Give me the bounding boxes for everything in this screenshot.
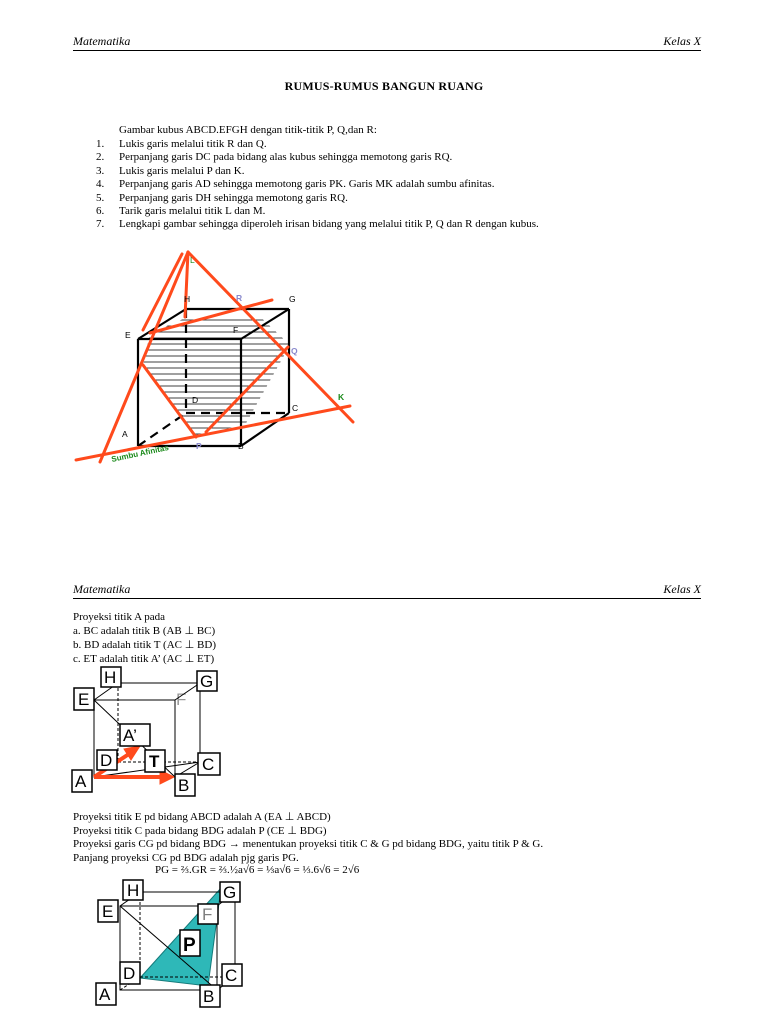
box-label-G: G (200, 672, 214, 691)
text-line: a. BC adalah titik B (AB ⊥ BC) (73, 625, 216, 637)
cube-projection-figure-1 (0, 665, 768, 805)
text-line: Proyeksi garis CG pd bidang BDG → menentukan proyeksi titik C & G pd bidang BDG, yaitu titik P & G. (73, 838, 544, 851)
box-label-D: D (100, 751, 113, 770)
text-line: c. ET adalah titik A’ (AC ⊥ ET) (73, 653, 215, 665)
cube-projection-figure-2 (0, 878, 768, 1018)
box-label-H: H (127, 881, 140, 900)
box-label-C: C (202, 755, 215, 774)
step-item: 6. Tarik garis melalui titik L dan M. (96, 205, 266, 218)
pg-formula: PG = ⅔.GR = ⅔.½a√6 = ⅓a√6 = ⅓.6√6 = 2√6 (155, 864, 360, 876)
page-header-1 (73, 36, 701, 51)
label-K: K (338, 392, 345, 402)
text-line: Panjang proyeksi CG pd BDG adalah pjg garis PG. (73, 851, 299, 864)
label-B: B (238, 441, 244, 451)
label-E: E (125, 330, 131, 340)
label-C: C (292, 403, 299, 413)
label-R: R (236, 293, 243, 303)
step-item: 2. Perpanjang garis DC pada bidang alas kubus sehingga memotong garis RQ. (96, 151, 453, 164)
box-label-F: F (202, 905, 213, 924)
header-class: Kelas X (663, 582, 701, 596)
header-subject: Matematika (73, 582, 131, 596)
text-line: Proyeksi titik C pada bidang BDG adalah P (CE ⊥ BDG) (73, 824, 327, 837)
box-label-B: B (178, 776, 190, 795)
box-label-P: P (183, 935, 196, 956)
box-label-T: T (149, 752, 160, 771)
projection-a-text (73, 610, 216, 666)
box-label-H: H (104, 668, 117, 687)
box-label-A: A (75, 772, 87, 791)
box-label-E: E (102, 902, 114, 921)
box-label-C: C (225, 966, 238, 985)
box-label-G: G (223, 883, 237, 902)
step-item: 4. Perpanjang garis AD sehingga memotong garis PK. Garis MK adalah sumbu afinitas. (96, 178, 495, 191)
projection-bdg-text (73, 811, 543, 865)
page-header-2 (73, 584, 701, 599)
header-class: Kelas X (663, 34, 701, 48)
steps-list (96, 138, 539, 232)
header-subject: Matematika (73, 34, 131, 48)
box-label-F: F (176, 690, 187, 709)
box-label-D: D (123, 964, 136, 983)
box-label-B: B (203, 987, 215, 1006)
step-item: 3. Lukis garis melalui P dan K. (96, 164, 245, 177)
box-label-A-prime: A’ (123, 726, 137, 745)
box-label-E: E (78, 690, 90, 709)
label-F: F (233, 325, 239, 335)
step-item: 5. Perpanjang garis DH sehingga memotong garis RQ. (96, 191, 348, 204)
intro-text: Gambar kubus ABCD.EFGH dengan titik-titik P, Q,dan R: (119, 124, 377, 136)
text-line: Proyeksi titik E pd bidang ABCD adalah A (EA ⊥ ABCD) (73, 811, 331, 823)
text-line: Proyeksi titik A pada (73, 611, 165, 623)
label-sumbu-afinitas: Sumbu Afinitas (110, 443, 170, 464)
label-Q: Q (291, 346, 298, 356)
box-label-A: A (99, 985, 111, 1004)
label-G: G (289, 294, 296, 304)
label-H: H (184, 294, 191, 304)
step-item: 7. Lengkapi gambar sehingga diperoleh irisan bidang yang melalui titik P, Q dan R dengan kubus. (96, 218, 539, 231)
step-item: 1. Lukis garis melalui titik R dan Q. (96, 138, 267, 150)
label-D: D (192, 395, 199, 405)
text-line: b. BD adalah titik T (AC ⊥ BD) (73, 639, 216, 651)
label-L: L (190, 255, 195, 265)
label-A: A (122, 429, 128, 439)
page-title: RUMUS-RUMUS BANGUN RUANG (284, 79, 484, 93)
label-P: P (196, 441, 202, 451)
cube-section-figure (0, 240, 768, 480)
